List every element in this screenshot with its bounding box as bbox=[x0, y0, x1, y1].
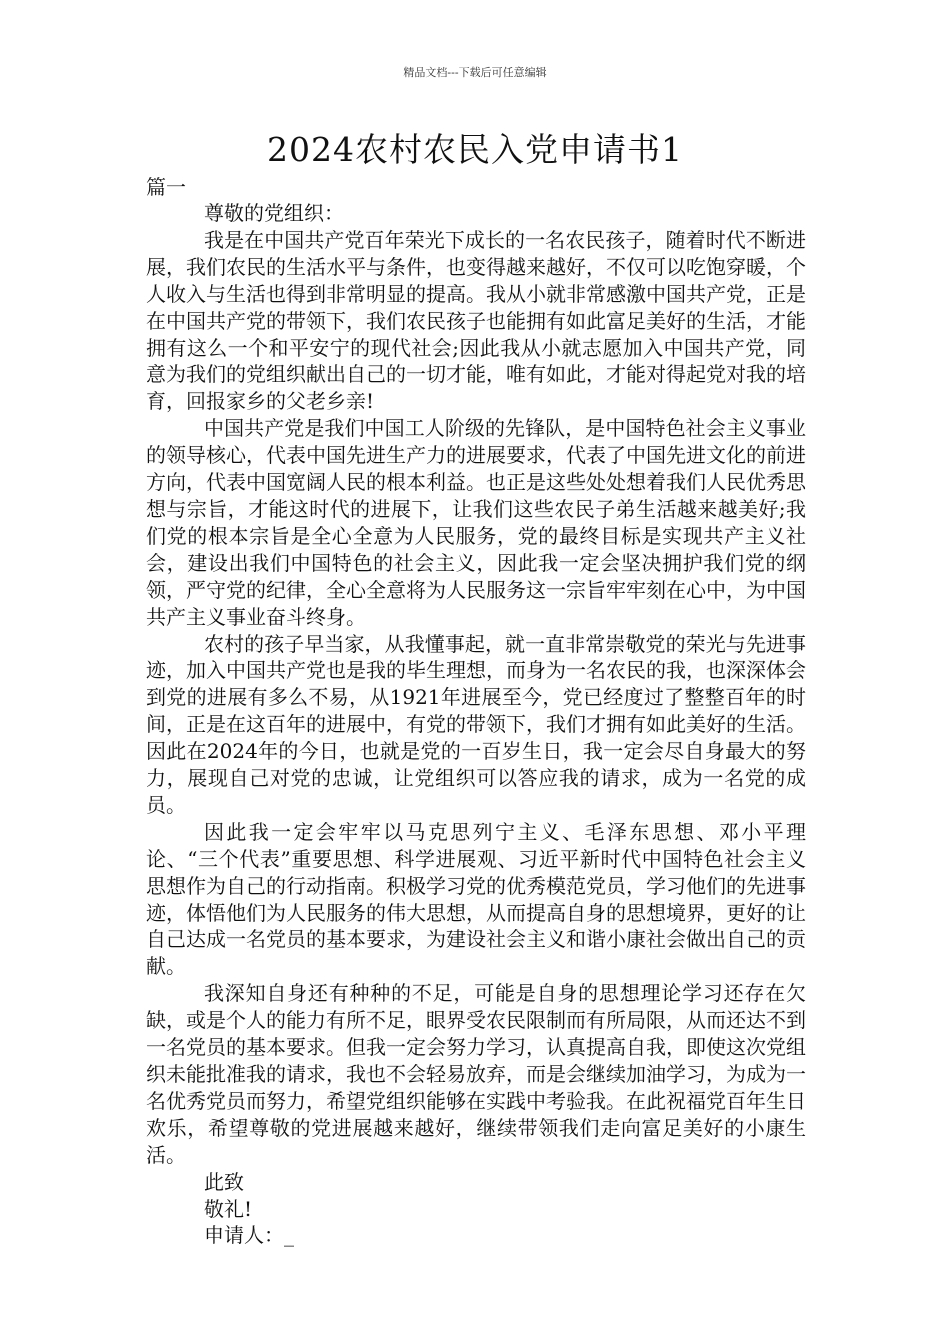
signature-line: 申请人：_ bbox=[204, 1223, 294, 1248]
header-note: 精品文档---下载后可任意编辑 bbox=[403, 66, 547, 79]
salutation: 尊敬的党组织： bbox=[204, 201, 344, 225]
section-label: 篇一 bbox=[146, 175, 186, 199]
closing-line-2: 敬礼! bbox=[204, 1196, 253, 1221]
paragraph-5: 我深知自身还有种种的不足，可能是自身的思想理论学习还存在欠缺，或是个人的能力有所不足，眼界受农民限制而有所局限，从而还达不到一名党员的基本要求。但我一定会努力学习，认真提高自我，即使这次党组织未能批准我的请求，我也不会轻易放弃，而是会继续加油学习，为成为一名优秀党员而努力，希望党组织能够在实践中考验我。在此祝福党百年生日欢乐，希望尊敬的党进展越来越好，继续带领我们走向富足美好的小康生活。 bbox=[146, 981, 806, 1167]
paragraph-3: 农村的孩子早当家，从我懂事起，就一直非常崇敬党的荣光与先进事迹，加入中国共产党也是我的毕生理想，而身为一名农民的我，也深深体会到党的进展有多么不易，从1921年进展至今，党已经度过了整整百年的时间，正是在这百年的进展中，有党的带领下，我们才拥有如此美好的生活。因此在2024年的今日，也就是党的一百岁生日，我一定会尽自身最大的努力，展现自己对党的忠诚，让党组织可以答应我的请求，成为一名党的成员。 bbox=[146, 631, 806, 817]
closing-line-1: 此致 bbox=[204, 1169, 244, 1194]
paragraph-1: 我是在中国共产党百年荣光下成长的一名农民孩子，随着时代不断进展，我们农民的生活水平与条件，也变得越来越好，不仅可以吃饱穿暖，个人收入与生活也得到非常明显的提高。我从小就非常感激中国共产党，正是在中国共产党的带领下，我们农民孩子也能拥有如此富足美好的生活，才能拥有这么一个和平安宁的现代社会;因此我从小就志愿加入中国共产党，同意为我们的党组织献出自己的一切才能，唯有如此，才能对得起党对我的培育，回报家乡的父老乡亲! bbox=[146, 227, 806, 414]
paragraph-4: 因此我一定会牢牢以马克思列宁主义、毛泽东思想、邓小平理论、“三个代表”重要思想、科学进展观、习近平新时代中国特色社会主义思想作为自己的行动指南。积极学习党的优秀模范党员，学习他们的先进事迹，体悟他们为人民服务的伟大思想，从而提高自身的思想境界，更好的让自己达成一名党员的基本要求，为建设社会主义和谐小康社会做出自己的贡献。 bbox=[146, 819, 806, 979]
document-title: 2024农村农民入党申请书1 bbox=[267, 130, 683, 169]
letter-body bbox=[146, 200, 806, 1249]
paragraph-2: 中国共产党是我们中国工人阶级的先锋队，是中国特色社会主义事业的领导核心，代表中国先进生产力的进展要求，代表了中国先进文化的前进方向，代表中国宽阔人民的根本利益。也正是这些处处想着我们人民优秀思想与宗旨，才能这时代的进展下，让我们这些农民子弟生活越来越美好;我们党的根本宗旨是全心全意为人民服务，党的最终目标是实现共产主义社会，建设出我们中国特色的社会主义，因此我一定会坚决拥护我们党的纲领，严守党的纪律，全心全意将为人民服务这一宗旨牢牢刻在心中，为中国共产主义事业奋斗终身。 bbox=[146, 416, 806, 629]
